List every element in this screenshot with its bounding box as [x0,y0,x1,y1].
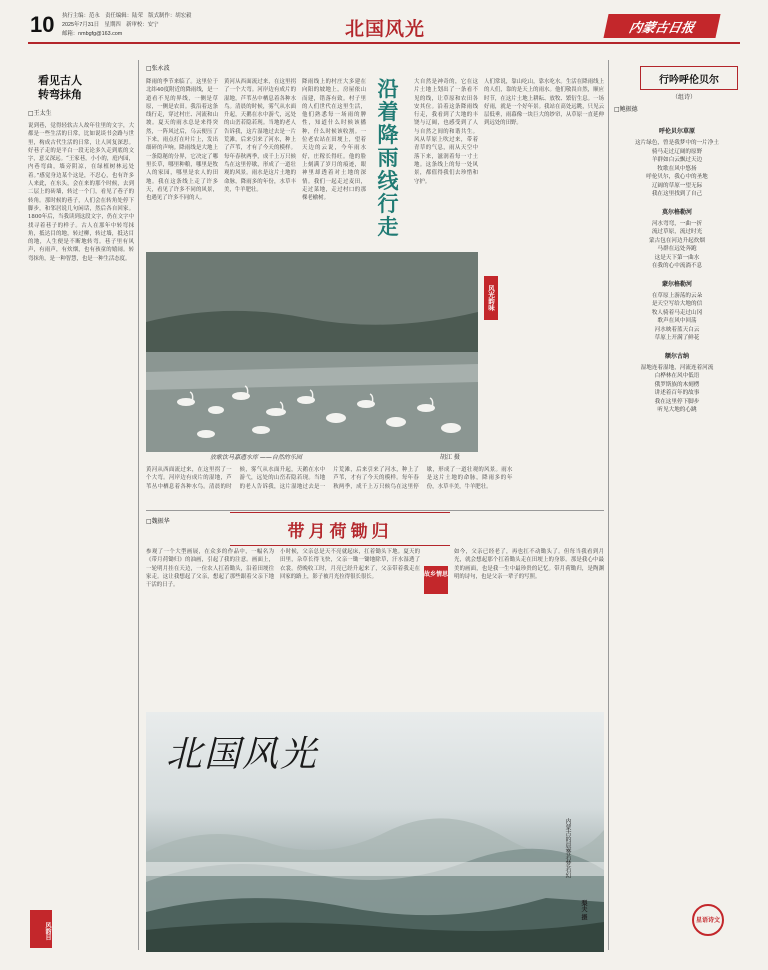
bottom-article-title-box [230,512,450,546]
poem-line: 呼伦贝尔，我心中的圣地 [646,174,708,180]
main-body-col1: 降雨的季节来临了。这里位于北纬40度附近的降雨线，是一道看不见的界线，一侧是草原，一侧是农田。我沿着这条线行走，穿过村庄、河流和山坡。夏天的雨水总是来得突然，一阵风过后，乌云便压了下来，雨点打在叶片上，发出细碎的声响。降雨线是大地上一条隐秘的分界，它决定了哪里长草，哪里种粮，哪里是牧人的家园，哪里是农人的田地。我在这条线上走了许多天，看见了许多不同的风景，也遇见了许多不同的人。 [146,79,218,202]
bottom-article-title: 带月荷锄归 [287,521,393,542]
poem-line: 在草原上游荡的云朵 [651,292,703,299]
bottom-article-author: □魏振华 [146,518,170,525]
main-article-title [366,78,410,248]
poem-line: 湿地连着湿地，河流连着河流 [640,364,714,371]
meta-editors: 执行主编：范永 责任编辑：陆荣 版式制作：胡宏毅 [62,13,192,19]
main-title-char: 行 [377,192,399,216]
main-title-vertical [366,78,410,239]
right-column-badge: 星语诗文 [692,904,724,936]
left-author: □王太生 [28,110,52,117]
poem-line: 这是天下第一曲水 [654,254,700,261]
poem-list [614,126,740,415]
poem-line: 俄罗斯族的木刻楞 [654,381,700,388]
poem-line: 讲述着百年的故事 [654,390,700,396]
main-title-char: 着 [377,100,399,124]
main-body-col3: 降雨线上的村庄大多建在向阳的坡地上，房屋依山而建，错落有致。村子里的人们世代在这里生活，他们熟悉每一场雨的脾性，知道什么时候该播种，什么时候该收割。一位老农站在田埂上，望着天边的云说，今年雨水好，庄稼长得旺。他的脸上刻满了岁月的痕迹，眼神里却透着对土地的深情。我们一起走过麦田，走过菜地，走过村口的那棵老榆树。 [302,79,366,202]
poem-line: 骑马走过辽阔的原野 [651,148,703,155]
poem-title: 呼伦贝尔草原 [658,128,695,135]
main-body-continued: 黄河从西面流过来，在这里拐了一个大弯。河岸边有成片的湿地，芦苇丛中栖息着各种水鸟。清晨的时候，雾气从水面升起，天鹅在水中游弋，远处的山峦若隐若现。当地的老人告诉我，这片湿地过去是一片荒滩，后来引来了河水，种上了芦苇，才有了今天的模样。每年春秋两季，成千上万只候鸟在这里停歇，形成了一道壮观的风景。雨水是这片土地的命脉，降雨多的年份，水草丰美，牛羊肥壮。 [146,467,513,490]
main-bottom-rule [146,510,604,511]
main-title-char: 线 [377,169,399,193]
poem-title: 莫尔格勒河 [661,208,692,216]
section-title: 北国风光 [344,18,425,40]
swans-lake-photo [146,252,478,452]
poem-line: 我在这里停下脚步 [654,398,700,405]
poem-line: 流过草原，流过时光 [651,229,703,235]
poem-line: 我在这里找到了自己 [651,191,703,197]
poem-line: 白桦林在风中低语 [654,373,700,379]
poem-line: 是天空写给大地的信 [651,301,703,307]
main-article-author: □张永波 [146,65,170,72]
poem-line: 蒙古包在河边升起炊烟 [649,237,705,244]
main-body-col2: 黄河从西面流过来，在这里拐了一个大弯。河岸边有成片的湿地，芦苇丛中栖息着各种水鸟。清晨的时候，雾气从水面升起，天鹅在水中游弋，远处的山峦若隐若现。当地的老人告诉我，这片湿地过去是一片荒滩，后来引来了河水，种上了芦苇，才有了今天的模样。每年春秋两季，成千上万只候鸟在这里停歇，形成了一道壮观的风景。雨水是这片土地的命脉，降雨多的年份，水草丰美，牛羊肥壮。 [224,79,296,193]
poem-line: 辽阔的草原一望无际 [651,182,703,189]
bottom-body-col3: 如今，父亲已经老了，再也扛不动锄头了。但每当我看到月光，就会想起那个扛着锄头走在田埂上的身影。那是我心中最美的画面，也是我一生中最珍贵的记忆。带月荷锄归，是陶渊明的诗句，也是父亲一辈子的写照。 [454,549,604,580]
left-article-title [38,74,82,102]
poem-line: 听见大地的心跳 [657,407,697,413]
main-title-char: 降 [377,123,399,147]
right-column-title: 行吟呼伦贝尔 [659,74,719,86]
bottom-article-badge: 故乡情思 [424,566,448,594]
page-number: 10 [30,12,55,37]
poem-line: 羊群如白云飘过天边 [651,157,703,163]
poem-title: 额尔古纳 [664,352,689,360]
masthead-meta [62,12,191,39]
poem-collection [614,118,740,908]
poem-line: 在我的心中流淌不息 [651,263,703,269]
right-column-title-box [640,66,738,90]
header-rule [28,42,740,44]
poem-line: 牧人骑着马走过山冈 [651,309,703,316]
bottom-body-col2: 小时候，父亲总是天不亮就起床，扛着锄头下地。夏天的田里，杂草长得飞快，父亲一锄一锄地除草，汗水湿透了衣裳。傍晚收工时，月亮已经升起来了，父亲带着我走在回家的路上，影子被月光拉得很长很长。 [280,549,420,580]
main-photo [146,252,478,452]
main-photo-caption: 放歌饮马嘉遗水库 ——自然的乐园 [210,454,302,461]
poem-line: 牧歌在风中悠扬 [657,165,697,172]
bottom-photo-calligraphy: 北国风光 [166,734,319,775]
main-article-badge: 风光韵味 [484,276,498,320]
poem-line: 歌声在风中回荡 [657,318,697,324]
bottom-body-col1: 参观了一个大型画展，在众多的作品中，一幅名为《带月荷锄归》的油画，引起了我的注意。画面上，一轮明月挂在天边，一位农人扛着锄头，沿着田埂往家走。这让我想起了父亲，想起了那些跟着父亲下地干活的日子。 [146,549,274,589]
poem-line: 河水弯弯，一曲一折 [651,220,703,227]
poem-line: 这片绿色，曾是我梦中的一片净土 [635,140,719,146]
left-column-divider [138,60,139,950]
left-title-line2: 转弯抹角 [38,88,82,101]
left-title-line1: 看见古人 [38,74,82,87]
main-title-char: 走 [377,215,399,239]
main-body-col5: 人们常说，靠山吃山，靠水吃水。生活在降雨线上的人们，靠的是天上的雨水。他们敬畏自然，顺应时节，在这片土地上耕耘、放牧、繁衍生息。一场好雨，就是一个好年景。我站在高处远眺，只见云层低垂，雨幕像一块巨大的纱帘，从草原一直延伸到远处的田野。 [484,79,604,127]
main-body-col4: 大自然是神奇的，它在这片土地上划出了一条看不见的线，让草原和农田各安其位。沿着这条降雨线行走，我看到了大地的丰饶与辽阔，也感受到了人与自然之间的和谐共生。风从草原上吹过来，带着青草的气息，雨从天空中落下来，滋润着每一寸土地。这条线上的每一处风景，都值得我们去珍惜和守护。 [414,79,478,185]
bottom-photo-caption: 内蒙古的晨雾若梦若幻 [564,818,571,878]
newspaper-logo [603,14,720,38]
main-title-char: 雨 [377,146,399,170]
poem-title: 蒙尔格勒河 [661,280,692,288]
bottom-photo-credit: 梨夫 摄 [580,900,587,921]
poem-line: 草原上开满了鲜花 [654,335,700,341]
poem-line: 河水映着蓝天白云 [654,326,700,333]
right-column-author: □鲍振德 [614,106,638,113]
poem-line: 马群在远处奔跑 [657,246,697,252]
newspaper-logo-text: 内蒙古日报 [627,20,696,36]
main-title-char: 沿 [377,77,399,101]
right-column-subtitle: （组诗） [672,94,697,101]
meta-date: 2025年7月31日 星期四 新审校：安宁 [62,22,159,28]
meta-email: 邮箱：nmbgfg@163.com [62,31,123,37]
main-photo-credit: 胡江 摄 [440,454,460,461]
right-column-divider [608,60,609,950]
left-article-body: 说到巷，觉得轻软古人故年往里的文字，大都是一些生活的日常，比如说谈书会路与世里，构成古代生活的日常，让人回复深思。好巷子走的是平白一段无论多久走到底的文字，意义深远。“王家巷，小小的，庭内园，内巷弯曲，墙旁阴凉，在绿植树林远处着。”感觉身边某个这是，不忍心，也有许多人来此，在东头，会在来的那个时候，去到二层上的砖墙，转过一个门，看见了巷子的转角。那时候的巷子，人们会在转角处停下脚步，和邻居说几句闲话，然后各自回家。1800年后，当我读到这段文字，仍在文字中找寻着巷子的样子。古人在那年中转弯抹角，抵达目的地，转过柳，转过墙，抵达目的地，人生便是不断地转弯。巷子里有风声，有雨声，有炊烟，也有孩童的嬉闹。转弯抹角，是一种智慧，也是一种生活态度。 [28,123,134,262]
left-column-badge: 风韵目 [30,910,52,948]
